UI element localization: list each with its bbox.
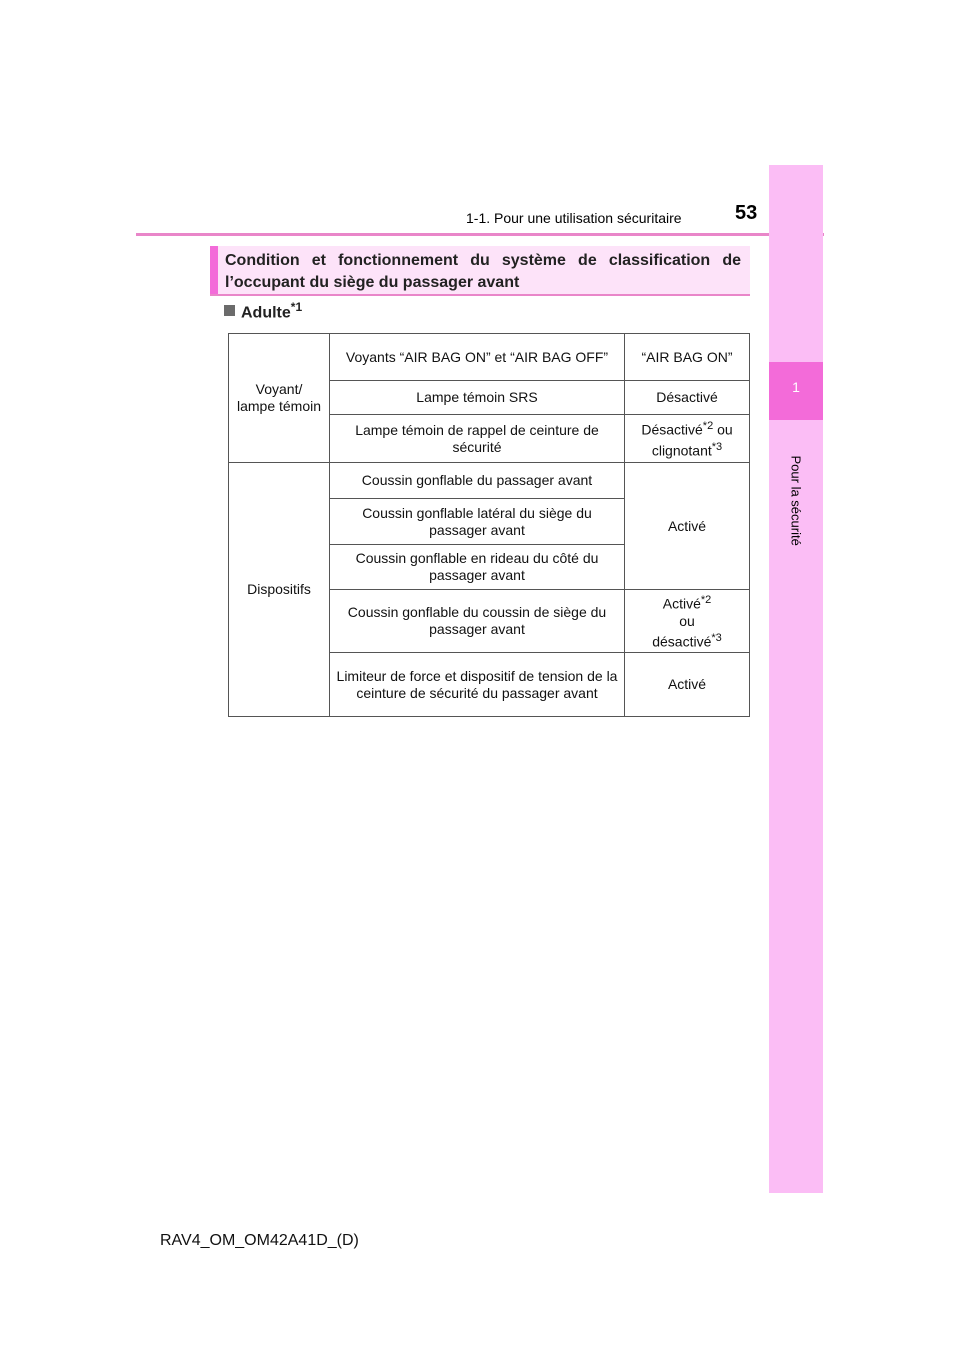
chapter-number: 1 [769, 362, 823, 420]
section-title: 1-1. Pour une utilisation sécuritaire [466, 210, 682, 226]
table-cell-item: Coussin gonflable du coussin de siège du passager avant [330, 590, 625, 653]
table-cell-state: Activé [625, 653, 750, 717]
state-text: désactivé [652, 633, 712, 650]
table-cell-item: Coussin gonflable du passager avant [330, 463, 625, 499]
state-text: ou clignotant [651, 421, 733, 459]
section-box [210, 246, 750, 296]
table-cell-item: Lampe témoin SRS [330, 381, 625, 415]
subheading-text: Adulte [241, 304, 291, 322]
state-text: ou [679, 612, 695, 629]
state-text: Désactivé [641, 421, 703, 438]
section-box-accent [210, 246, 218, 294]
state-note: *2 [700, 594, 712, 606]
table-cell-state: Désactivé [625, 381, 750, 415]
table-cell-item: Coussin gonflable en rideau du côté du passager avant [330, 545, 625, 590]
state-text: Activé [662, 595, 701, 612]
table-cell-state [625, 590, 750, 653]
status-table [228, 333, 750, 717]
table-cell-item: Lampe témoin de rappel de ceinture de sécurité [330, 415, 625, 463]
table-cell-item: Limiteur de force et dispositif de tension de la ceinture de sécurité du passager avant [330, 653, 625, 717]
table-row [229, 334, 750, 381]
table-cell-item: Voyants “AIR BAG ON” et “AIR BAG OFF” [330, 334, 625, 381]
group-label-devices: Dispositifs [229, 463, 330, 717]
subheading-note: *1 [290, 300, 303, 314]
document-code: RAV4_OM_OM42A41D_(D) [160, 1232, 359, 1249]
table-cell-state-merged: Activé [625, 463, 750, 590]
state-note: *3 [711, 440, 723, 453]
chapter-side-tab [769, 165, 823, 1193]
table-cell-state: “AIR BAG ON” [625, 334, 750, 381]
table-cell-item: Coussin gonflable latéral du siège du passager avant [330, 499, 625, 545]
state-note: *3 [711, 631, 722, 644]
header-rule [136, 233, 824, 236]
page-number: 53 [735, 202, 758, 224]
table-row [229, 463, 750, 499]
state-note: *2 [702, 419, 714, 432]
table-cell-state [625, 415, 750, 463]
group-label-indicators: Voyant/ lampe témoin [229, 334, 330, 463]
subheading [224, 300, 302, 322]
section-box-title: Condition et fonctionnement du système de classification de l’occupant du siège du passager avant [225, 252, 741, 291]
chapter-label: Pour la sécurité [788, 455, 804, 546]
square-bullet-icon [224, 305, 235, 316]
